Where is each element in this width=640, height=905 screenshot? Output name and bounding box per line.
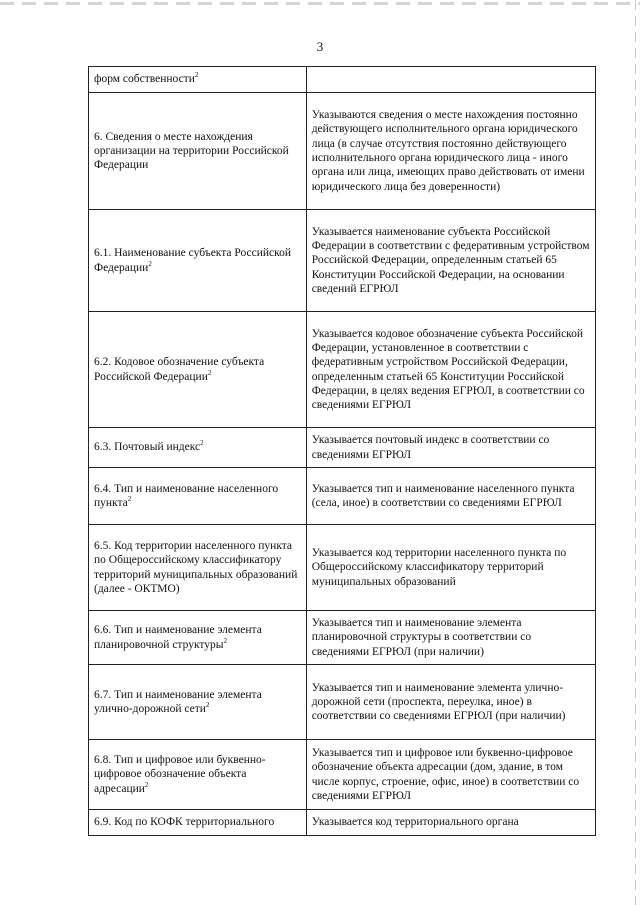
table-row bbox=[89, 93, 596, 210]
table-row bbox=[89, 468, 596, 525]
field-name-cell bbox=[89, 312, 307, 428]
field-name: 6.6. Тип и наименование элемента планировочной структуры bbox=[94, 624, 262, 651]
field-name-cell bbox=[89, 93, 307, 210]
field-name: 6.7. Тип и наименование элемента улично-дорожной сети bbox=[94, 688, 262, 715]
table-row bbox=[89, 312, 596, 428]
field-name: 6.1. Наименование субъекта Российской Федерации bbox=[94, 247, 292, 274]
field-description-cell bbox=[306, 93, 595, 210]
table-row bbox=[89, 611, 596, 665]
field-name-cell bbox=[89, 428, 307, 468]
table-row bbox=[89, 740, 596, 810]
footnote-marker: 2 bbox=[200, 439, 204, 448]
field-description-cell bbox=[306, 312, 595, 428]
field-name: форм собственности bbox=[94, 73, 195, 86]
table-row bbox=[89, 665, 596, 740]
footnote-marker: 2 bbox=[194, 71, 199, 80]
field-name: 6.5. Код территории населенного пункта по Общероссийскому классификатору территорий муниципальных образований (далее - ОКТМО) bbox=[94, 539, 298, 595]
field-description: Указывается кодовое обозначение субъекта Российской Федерации, установленное в соответствии с федеративным устройством Российской Федерации, определенным статьей 65 Конституции Российской Федерации, в целях ведения ЕГРЮЛ, в соответствии со сведениями ЕГРЮЛ bbox=[311, 327, 585, 412]
field-name: 6.8. Тип и цифровое или буквенно-цифровое обозначение объекта адресации bbox=[94, 754, 266, 795]
field-name-cell bbox=[89, 740, 307, 810]
field-name-cell bbox=[89, 810, 307, 836]
footnote-marker: 2 bbox=[207, 368, 212, 377]
table-row bbox=[89, 525, 596, 611]
field-name-cell bbox=[89, 611, 307, 665]
field-description-cell bbox=[306, 665, 595, 740]
requirements-table bbox=[88, 66, 596, 836]
field-description: Указывается тип и наименование населенного пункта (села, иное) в соответствии со сведениями ЕГРЮЛ bbox=[311, 482, 575, 509]
field-name: 6.2. Кодовое обозначение субъекта Российской Федерации bbox=[94, 356, 265, 383]
field-description: Указывается почтовый индекс в соответствии со сведениями ЕГРЮЛ bbox=[311, 434, 550, 461]
field-name-cell bbox=[89, 67, 307, 93]
field-name-cell bbox=[89, 210, 307, 312]
field-description-cell bbox=[306, 611, 595, 665]
table-row bbox=[89, 428, 596, 468]
field-description-cell bbox=[306, 525, 595, 611]
table-row bbox=[89, 67, 596, 93]
field-description: Указывается код территории населенного пункта по Общероссийскому классификатору территорий муниципальных образований bbox=[311, 547, 567, 588]
field-name-cell bbox=[89, 525, 307, 611]
field-description-cell bbox=[306, 67, 595, 93]
footnote-marker: 2 bbox=[223, 636, 227, 645]
field-description: Указывается тип и наименование элемента улично-дорожной сети (проспекта, переулка, иное) в соответствии со сведениями ЕГРЮЛ (при наличии) bbox=[311, 681, 566, 723]
field-description-cell bbox=[306, 810, 595, 836]
field-description: Указывается код территориального органа bbox=[311, 816, 519, 829]
scan-right-edge bbox=[635, 0, 636, 905]
footnote-marker: 2 bbox=[205, 701, 210, 710]
scan-top-edge bbox=[0, 2, 640, 5]
footnote-marker: 2 bbox=[127, 495, 132, 504]
field-name-cell bbox=[89, 468, 307, 525]
field-description: Указываются сведения о месте нахождения постоянно действующего исполнительного органа юридического лица (в случае отсутствия постоянно действующего исполнительного органа юридического лица - иного органа или лица, имеющих право действовать от имени юридического лица без доверенности) bbox=[311, 109, 585, 193]
field-name: 6.9. Код по КОФК территориального bbox=[94, 816, 275, 829]
footnote-marker: 2 bbox=[144, 780, 149, 789]
field-description-cell bbox=[306, 210, 595, 312]
table-row bbox=[89, 810, 596, 836]
field-description-cell bbox=[306, 428, 595, 468]
field-name: 6.3. Почтовый индекс bbox=[94, 441, 201, 454]
field-name-cell bbox=[89, 665, 307, 740]
field-description: Указывается тип и цифровое или буквенно-цифровое обозначение объекта адресации (дом, здание, в том числе корпус, строение, офис, иное) в соответствии со сведениями ЕГРЮЛ bbox=[311, 746, 580, 802]
footnote-marker: 2 bbox=[148, 259, 152, 268]
field-name: 6. Сведения о месте нахождения организации на территории Российской Федерации bbox=[94, 130, 289, 172]
field-description: Указывается тип и наименование элемента планировочной структуры в соответствии со сведениями ЕГРЮЛ (при наличии) bbox=[311, 617, 532, 658]
field-description: Указывается наименование субъекта Российской Федерации в соответствии с федеративным устройством Российской Федерации, определенным статьей 65 Конституции Российской Федерации, на основании сведений ЕГРЮЛ bbox=[311, 225, 590, 295]
field-description-cell bbox=[306, 468, 595, 525]
field-description-cell bbox=[306, 740, 595, 810]
page-number: 3 bbox=[316, 39, 324, 54]
table-row bbox=[89, 210, 596, 312]
field-name: 6.4. Тип и наименование населенного пункта bbox=[94, 482, 279, 509]
